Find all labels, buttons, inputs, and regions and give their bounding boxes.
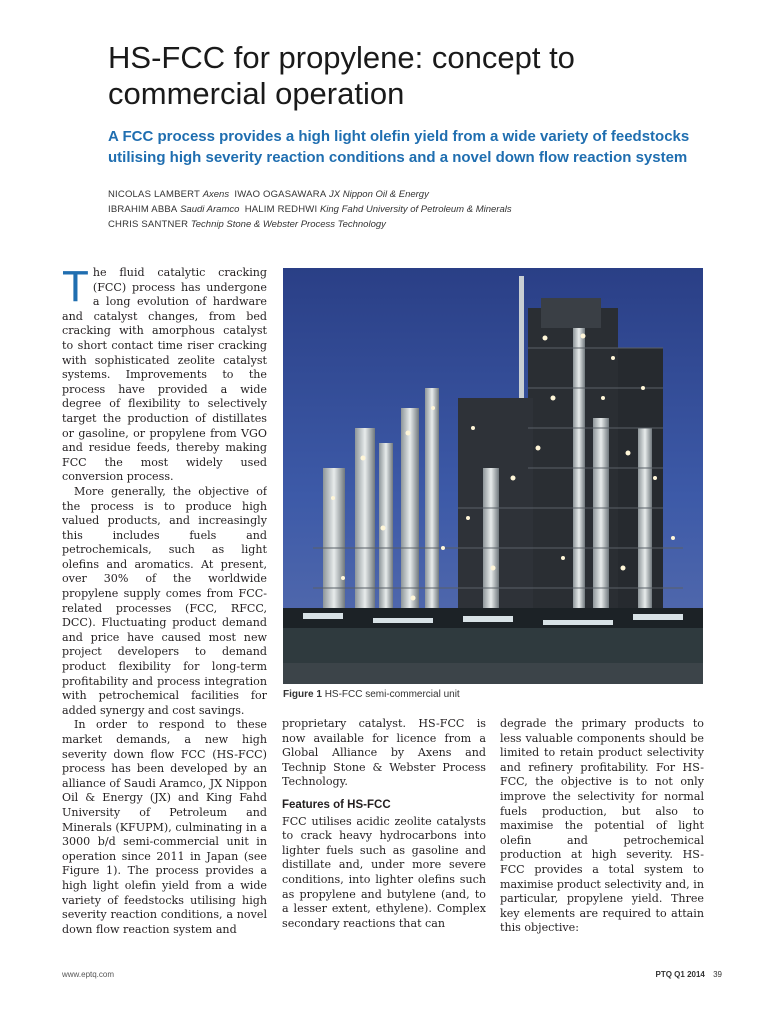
article-subtitle: A FCC process provides a high light olefin yield from a wide variety of feedstocks utilising high severity reaction conditions and a novel down flow reaction system	[108, 128, 690, 166]
page-number: 39	[713, 970, 722, 979]
author-affiliation: JX Nippon Oil & Energy	[329, 189, 429, 200]
author-line	[108, 188, 728, 203]
author-name: CHRIS SANTNER	[108, 218, 189, 230]
body-paragraph: In order to respond to these market demands, a new high severity down flow FCC (HS-FCC) process has been developed by an alliance of Saudi Aramco, JX Nippon Oil & Energy (JX) and King Fahd University of Petroleum and Minerals (KFUPM), culminating in a 3000 b/d semi-commercial unit in operation since 2011 in Japan (see Figure 1). The process provides a high light olefin yield from a wide variety of feedstocks utilising high severity reaction conditions, a novel down flow reaction system and	[62, 718, 267, 936]
author-list	[108, 188, 728, 232]
author-name: IBRAHIM ABBA	[108, 203, 178, 215]
figure-photo	[283, 268, 703, 684]
figure-caption	[283, 689, 703, 700]
figure-label: Figure 1	[283, 689, 322, 700]
author-line	[108, 203, 728, 218]
body-paragraph: degrade the primary products to less valuable components should be limited to retain product selectivity and refinery profitability. For HS-FCC, the objective is to not only improve the selectivity for normal fuels production, but also to maximise the potential of light olefin and petrochemical production at high severity. HS-FCC provides a total system to maximise product selectivity and, in particular, propylene yield. Three key elements are required to attain this objective:	[500, 717, 704, 935]
body-paragraph: More generally, the objective of the process is to produce high valued products, and increasingly this includes fuels and petrochemicals, such as light olefins and aromatics. At present, over 30% of the worldwide propylene supply comes from FCC-related processes (FCC, RFCC, DCC). Fluctuating product demand and price have caused most new project developers to demand product flexibility for long-term profitability and process integration with petrochemical facilities for added synergy and cost savings.	[62, 484, 267, 717]
author-name: NICOLAS LAMBERT	[108, 189, 201, 200]
section-heading: Features of HS-FCC	[282, 798, 391, 811]
author-name: HALIM REDHWI	[244, 203, 318, 215]
article-title: HS-FCC for propylene: concept to commercial operation	[108, 40, 575, 111]
footer-website: www.eptq.com	[62, 970, 115, 979]
body-paragraph: proprietary catalyst. HS-FCC is now available for licence from a Global Alliance by Axens and Technip Stone & Webster Process Technology.	[282, 717, 486, 789]
body-paragraph	[62, 266, 267, 485]
figure-caption-text: HS-FCC semi-commercial unit	[324, 689, 460, 700]
body-column-3	[500, 717, 704, 940]
body-column-1	[62, 266, 267, 940]
footer-publication: PTQ Q1 2014	[655, 970, 705, 979]
refinery-photo-illustration	[283, 268, 703, 684]
author-line	[108, 218, 728, 233]
body-column-2	[282, 717, 486, 940]
author-affiliation: King Fahd University of Petroleum & Minerals	[319, 203, 512, 215]
author-affiliation: Saudi Aramco	[180, 203, 240, 215]
body-paragraph: FCC utilises acidic zeolite catalysts to crack heavy hydrocarbons into lighter fuels such as gasoline and distillate and, under more severe conditions, into lighter olefins such as propylene and butylene (and, to a lesser extent, ethylene). Complex secondary reactions that can	[282, 814, 486, 930]
author-name: IWAO OGASAWARA	[234, 189, 327, 200]
drop-cap: T	[62, 266, 89, 311]
author-affiliation: Axens	[202, 189, 230, 200]
footer-publication-info	[656, 970, 723, 979]
author-affiliation: Technip Stone & Webster Process Technology	[190, 218, 386, 230]
paragraph-text: he fluid catalytic cracking (FCC) process has undergone a long evolution of hardware and catalyst changes, from bed cracking with amorphous catalyst to short contact time riser cracking with sophisticated zeolite catalyst systems. Improvements to the process have provided a wide degree of flexibility to selectively target the production of distillates or gasoline, or propylene from VGO and residue feeds, thereby making FCC the most widely used conversion process.	[62, 266, 267, 484]
